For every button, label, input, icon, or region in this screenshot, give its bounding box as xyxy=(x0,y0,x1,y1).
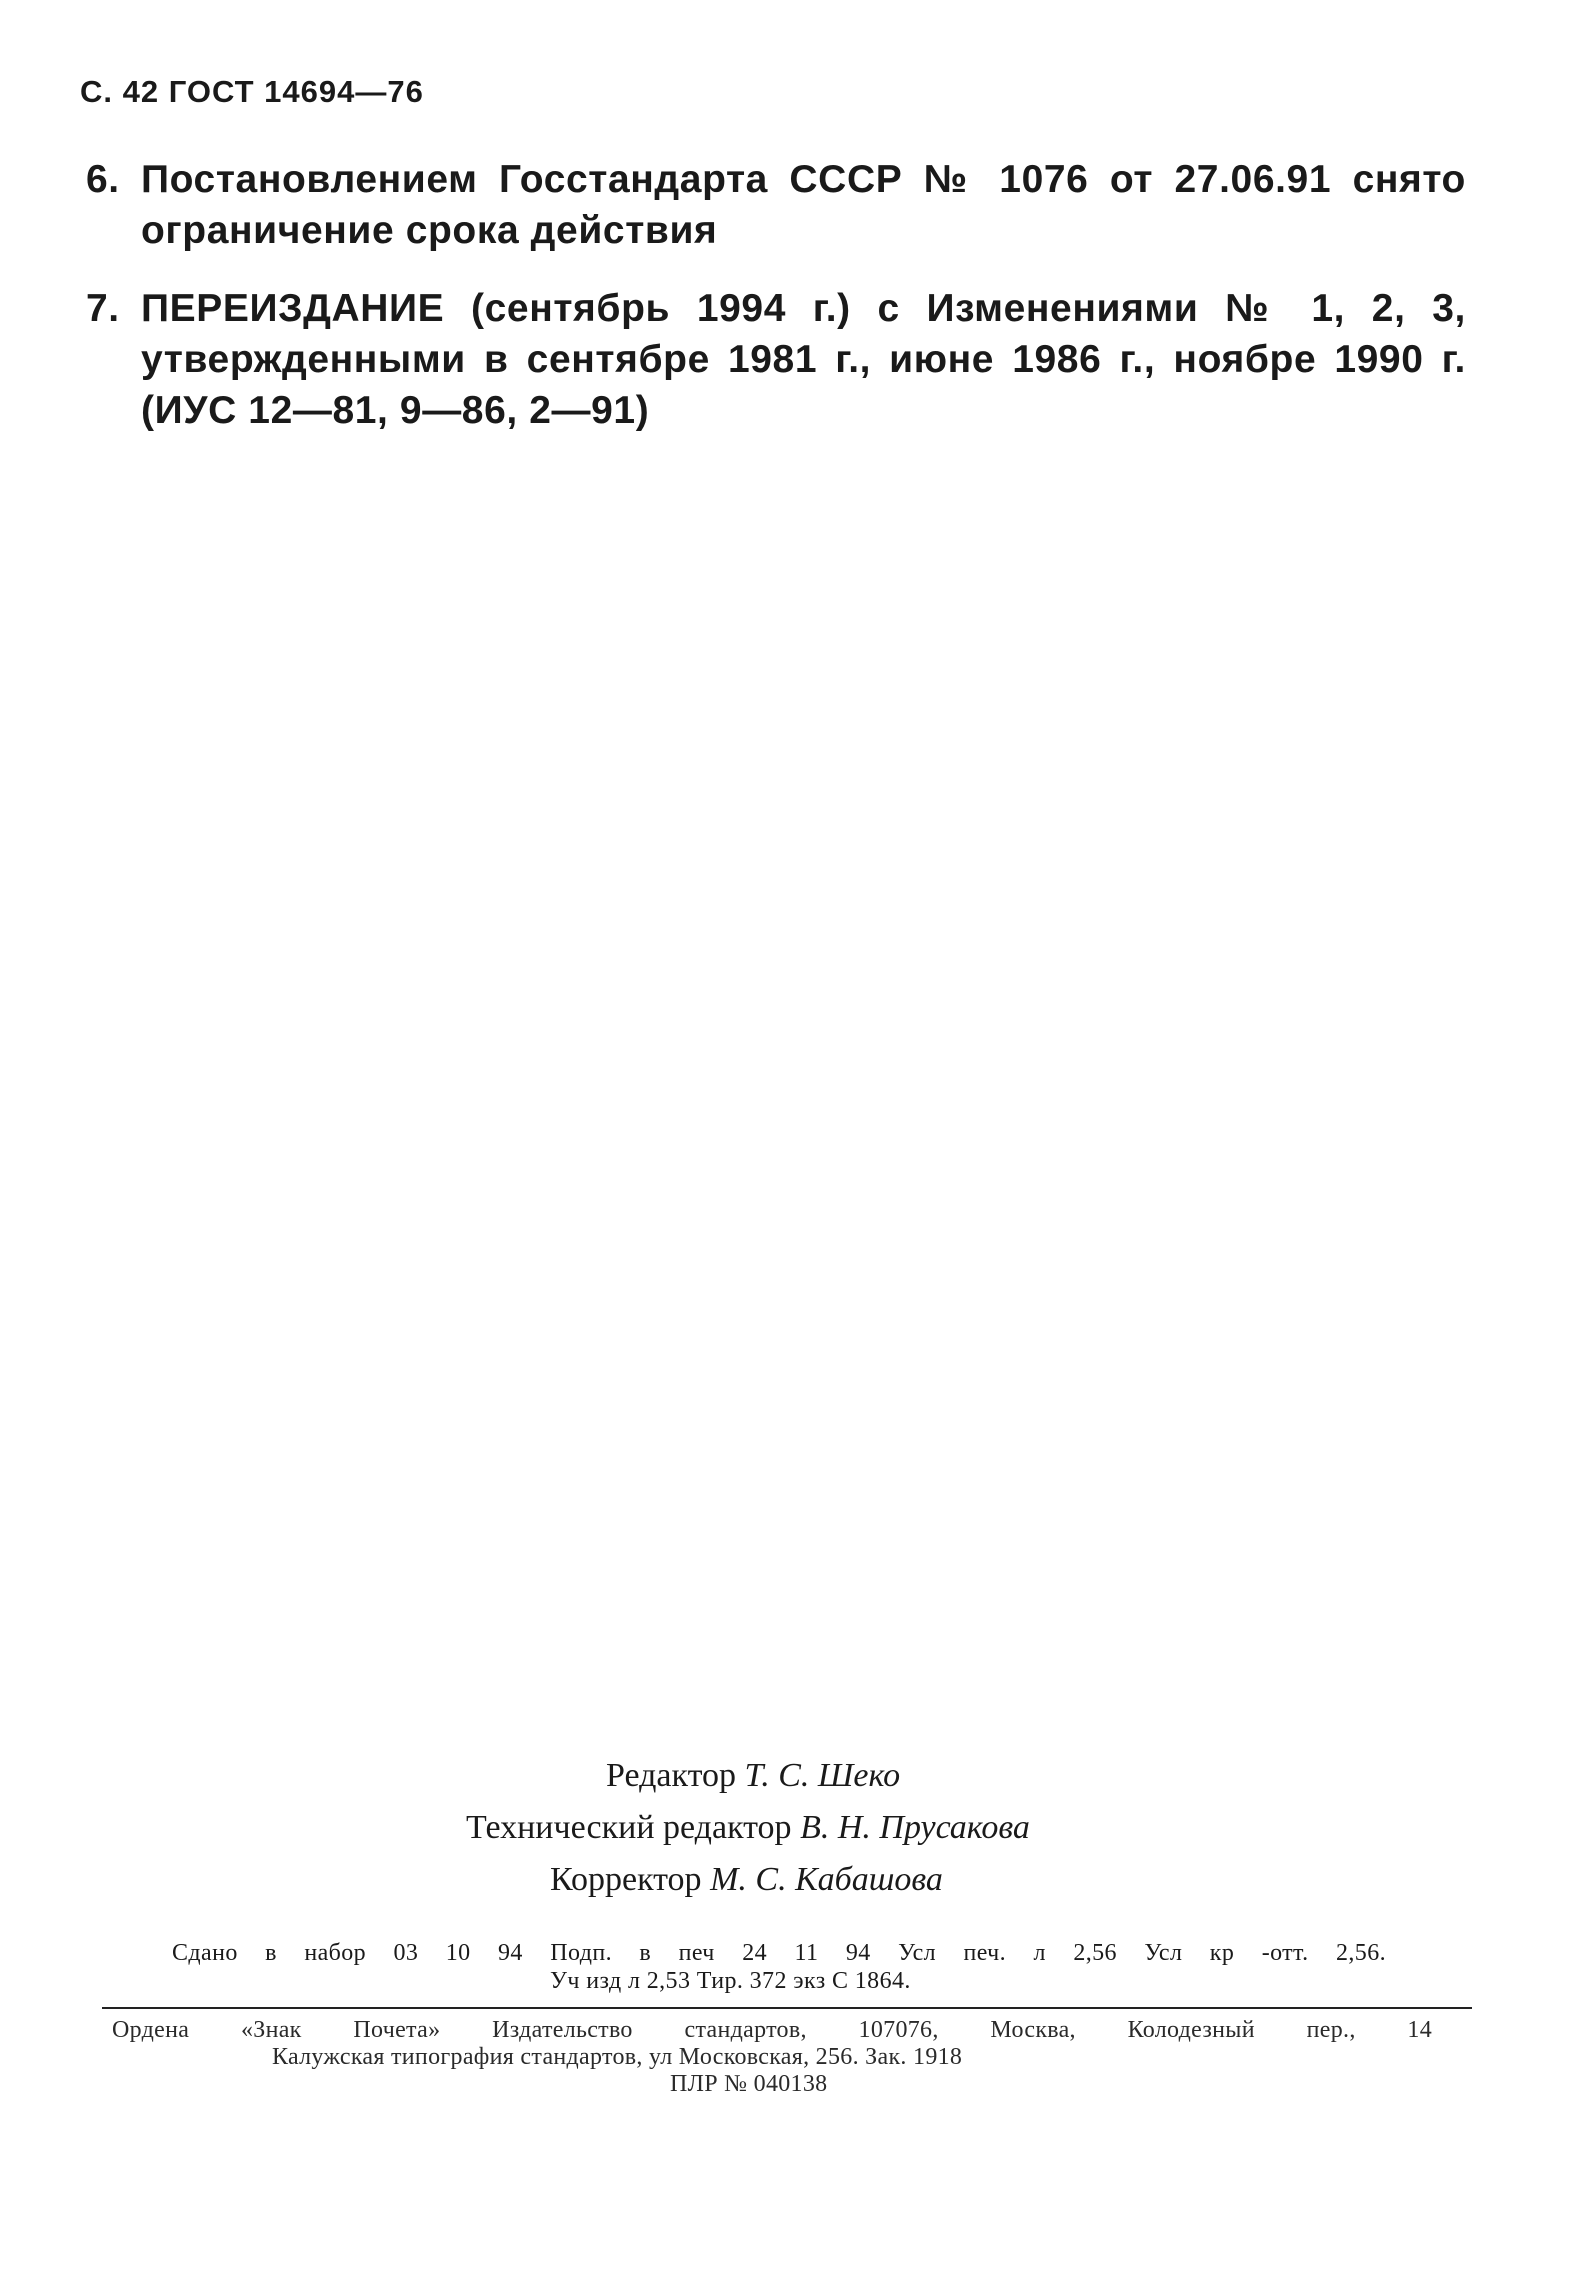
credit-name: Т. С. Шеко xyxy=(744,1757,901,1794)
list-item xyxy=(86,283,1466,436)
print-info-line: Уч изд л 2,53 Тир. 372 экз С 1864. xyxy=(550,1968,911,1994)
item-number: 6. xyxy=(86,158,120,201)
item-text-line: Постановлением Госстандарта СССР № 1076 от 27.06.91 снято xyxy=(141,158,1466,201)
credit-name: М. С. Кабашова xyxy=(710,1861,943,1898)
credit-role: Технический редактор xyxy=(466,1809,792,1846)
item-text-line: ПЕРЕИЗДАНИЕ (сентябрь 1994 г.) с Изменениями № 1, 2, 3, xyxy=(141,287,1466,330)
credit-role: Редактор xyxy=(606,1757,736,1794)
print-info-line: Сдано в набор 03 10 94 Подп. в печ 24 11 94 Усл печ. л 2,56 Усл кр -отт. 2,56. xyxy=(172,1940,1386,1966)
credit-role: Корректор xyxy=(550,1861,702,1898)
imprint-line: Ордена «Знак Почета» Издательство стандартов, 107076, Москва, Колодезный пер., 14 xyxy=(112,2017,1432,2043)
item-number: 7. xyxy=(86,287,120,330)
list-item xyxy=(86,154,1466,256)
credit-corrector xyxy=(550,1854,943,1906)
page-header: С. 42 ГОСТ 14694—76 xyxy=(80,74,424,109)
divider-rule xyxy=(102,2007,1472,2009)
item-text-line: (ИУС 12—81, 9—86, 2—91) xyxy=(141,389,650,432)
imprint-line: ПЛР № 040138 xyxy=(670,2071,828,2097)
item-text-line: утвержденными в сентябре 1981 г., июне 1986 г., ноябре 1990 г. xyxy=(141,338,1466,381)
credit-editor xyxy=(606,1750,900,1802)
credit-tech-editor xyxy=(466,1802,1030,1854)
item-text-line: ограничение срока действия xyxy=(141,209,718,252)
imprint-line: Калужская типография стандартов, ул Московская, 256. Зак. 1918 xyxy=(272,2044,963,2070)
credit-name: В. Н. Прусакова xyxy=(800,1809,1030,1846)
